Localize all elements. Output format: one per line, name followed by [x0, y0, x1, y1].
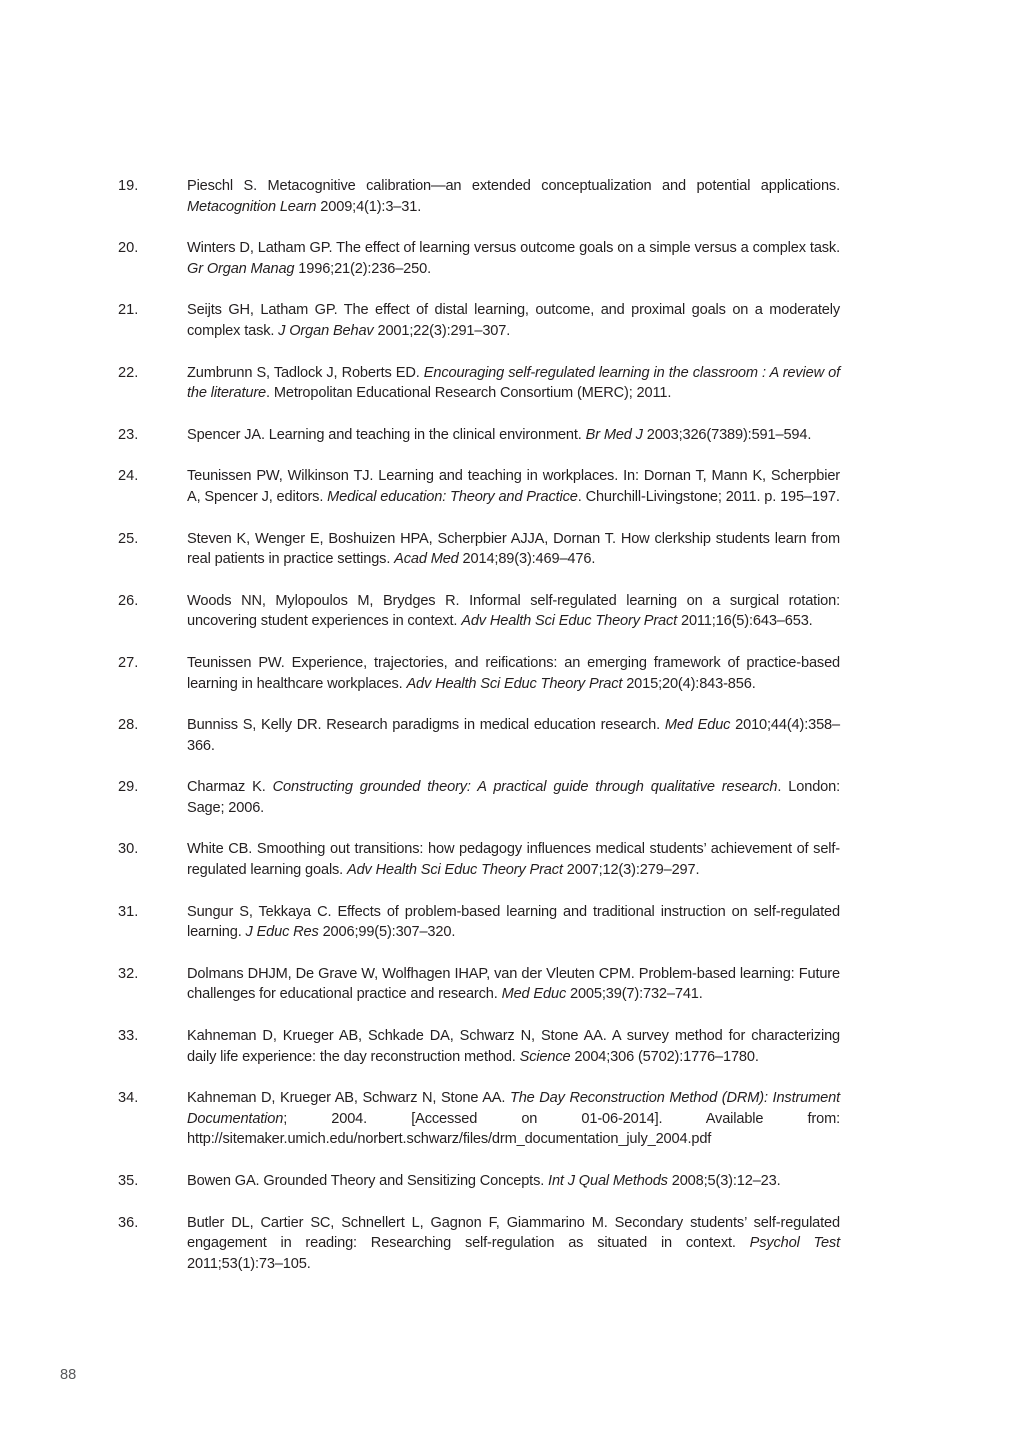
reference-text — [187, 529, 840, 570]
reference-text-segment: Kahneman D, Krueger AB, Schkade DA, Schwarz N, Stone AA. A survey method for characterizing daily life experience: the day reconstruction method. — [187, 1028, 840, 1065]
reference-item — [118, 777, 840, 818]
reference-text — [187, 425, 840, 446]
reference-text-segment: Butler DL, Cartier SC, Schnellert L, Gagnon F, Giammarino M. Secondary students’ self-regulated engagement in reading: Researching self-regulation as situated in context. — [187, 1214, 840, 1252]
reference-text — [187, 176, 840, 217]
reference-text-segment: 1996;21(2):236–250. — [294, 260, 431, 277]
reference-text-segment: 2004;306 (5702):1776–1780. — [570, 1048, 759, 1065]
reference-text-segment: 2007;12(3):279–297. — [562, 862, 700, 879]
reference-text-segment: . Churchill-Livingstone; 2011. p. 195–197. — [577, 488, 840, 505]
reference-number: 25. — [118, 530, 139, 547]
reference-source-italic: Constructing grounded theory: A practical guide through qualitative research — [272, 779, 778, 796]
reference-text-segment: Spencer JA. Learning and teaching in the clinical environment. — [187, 426, 586, 443]
reference-text — [187, 964, 840, 1005]
reference-text-segment: . London: Sage; 2006. — [187, 779, 841, 816]
reference-text-segment: Bunniss S, Kelly DR. Research paradigms in medical education research. — [187, 717, 665, 734]
reference-number: 32. — [118, 965, 139, 982]
reference-text-segment: Teunissen PW. Experience, trajectories, and reifications: an emerging framework of practice-based learning in healthcare workplaces. — [187, 654, 840, 692]
reference-text-segment: 2011;53(1):73–105. — [187, 1255, 311, 1272]
reference-text-segment: Teunissen PW, Wilkinson TJ. Learning and teaching in workplaces. In: Dornan T, Mann K, Scherpbier A, Spencer J, editors. — [187, 468, 840, 505]
reference-item — [118, 591, 840, 632]
reference-source-italic: Adv Health Sci Educ Theory Pract — [347, 862, 563, 879]
reference-number: 34. — [118, 1090, 139, 1107]
reference-text — [187, 591, 840, 632]
reference-item — [118, 653, 840, 694]
reference-text — [187, 466, 840, 507]
reference-text — [187, 715, 840, 756]
reference-number: 27. — [118, 654, 139, 671]
reference-number: 35. — [118, 1173, 139, 1189]
reference-item — [118, 300, 840, 341]
reference-text-segment: 2003;326(7389):591–594. — [642, 426, 812, 443]
reference-text — [187, 653, 840, 694]
reference-text — [187, 839, 840, 880]
reference-number: 28. — [118, 717, 139, 734]
reference-text-segment: 2005;39(7):732–741. — [566, 986, 703, 1003]
reference-source-italic: Medical education: Theory and Practice — [327, 488, 578, 505]
reference-text-segment: 2001;22(3):291–307. — [373, 322, 511, 339]
reference-item — [118, 238, 840, 279]
reference-item — [118, 1088, 840, 1150]
reference-item — [118, 1171, 840, 1192]
reference-text — [187, 300, 840, 341]
reference-text-segment: Bowen GA. Grounded Theory and Sensitizing Concepts. — [187, 1173, 549, 1189]
reference-text-segment: 2009;4(1):3–31. — [316, 198, 422, 215]
reference-source-italic: Encouraging self-regulated learning in the classroom : A review of the literature — [187, 364, 840, 402]
reference-text-segment: Seijts GH, Latham GP. The effect of distal learning, outcome, and proximal goals on a moderately complex task. — [187, 302, 840, 339]
reference-number: 30. — [118, 841, 139, 858]
reference-text-segment: 2011;16(5):643–653. — [677, 613, 813, 630]
reference-source-italic: Metacognition Learn — [187, 198, 317, 215]
reference-text-segment: Dolmans DHJM, De Grave W, Wolfhagen IHAP, van der Vleuten CPM. Problem-based learning: Future challenges for educational practice and research. — [187, 965, 840, 1003]
reference-text-segment: White CB. Smoothing out transitions: how pedagogy influences medical students’ achievement of self-regulated learning goals. — [187, 841, 840, 879]
reference-source-italic: Int J Qual Methods — [548, 1173, 668, 1189]
reference-number: 22. — [118, 364, 139, 381]
reference-number: 33. — [118, 1028, 139, 1045]
reference-source-italic: J Organ Behav — [278, 322, 374, 339]
reference-number: 31. — [118, 903, 139, 920]
reference-text-segment: Steven K, Wenger E, Boshuizen HPA, Scherpbier AJJA, Dornan T. How clerkship students learn from real patients in practice settings. — [187, 530, 840, 568]
reference-text-segment: Charmaz K. — [187, 779, 273, 796]
reference-text-segment: Zumbrunn S, Tadlock J, Roberts ED. — [187, 364, 424, 381]
reference-item — [118, 529, 840, 570]
reference-text — [187, 1213, 840, 1275]
reference-source-italic: J Educ Res — [245, 924, 319, 941]
reference-text — [187, 902, 840, 943]
reference-text-segment: Sungur S, Tekkaya C. Effects of problem-based learning and traditional instruction on self-regulated learning. — [187, 903, 840, 941]
reference-text-segment: 2006;99(5):307–320. — [318, 924, 456, 941]
reference-source-italic: Med Educ — [501, 986, 567, 1003]
reference-text-segment: Pieschl S. Metacognitive calibration—an extended conceptualization and potential applications. — [187, 178, 840, 194]
reference-source-italic: The Day Reconstruction Method (DRM): Instrument Documentation — [187, 1090, 840, 1127]
reference-text-segment: ; 2004. [Accessed on 01-06-2014]. Available from: http://sitemaker.umich.edu/norbert.schwarz/files/drm_documentation_july_2004.pdf — [187, 1110, 840, 1148]
reference-item — [118, 1213, 840, 1275]
reference-item — [118, 466, 840, 507]
page-number: 88 — [60, 1367, 77, 1383]
reference-item — [118, 715, 840, 756]
reference-source-italic: Science — [519, 1048, 571, 1065]
reference-number: 23. — [118, 426, 139, 443]
reference-source-italic: Br Med J — [585, 426, 643, 443]
reference-text — [187, 363, 840, 404]
reference-text — [187, 1026, 840, 1067]
reference-text-segment: 2015;20(4):843-856. — [622, 675, 756, 692]
reference-number: 26. — [118, 592, 139, 609]
reference-source-italic: Adv Health Sci Educ Theory Pract — [406, 675, 623, 692]
reference-number: 36. — [118, 1214, 139, 1231]
reference-number: 20. — [118, 240, 139, 257]
reference-source-italic: Acad Med — [394, 551, 459, 568]
reference-text-segment: Woods NN, Mylopoulos M, Brydges R. Informal self-regulated learning on a surgical rotation: uncovering student experiences in context. — [187, 592, 840, 630]
reference-list — [118, 176, 840, 1295]
reference-source-italic: Gr Organ Manag — [187, 260, 295, 277]
reference-number: 19. — [118, 178, 139, 194]
reference-source-italic: Med Educ — [664, 717, 731, 734]
reference-text — [187, 238, 840, 279]
reference-text-segment: 2010;44(4):358–366. — [187, 717, 840, 754]
reference-source-italic: Adv Health Sci Educ Theory Pract — [461, 613, 678, 630]
reference-text-segment: Kahneman D, Krueger AB, Schwarz N, Stone AA. — [187, 1090, 510, 1107]
reference-text — [187, 777, 840, 818]
reference-item — [118, 176, 840, 217]
reference-item — [118, 964, 840, 1005]
reference-number: 29. — [118, 779, 139, 796]
reference-item — [118, 425, 840, 446]
reference-text — [187, 1171, 840, 1192]
reference-item — [118, 1026, 840, 1067]
reference-text-segment: 2008;5(3):12–23. — [667, 1173, 781, 1189]
reference-item — [118, 839, 840, 880]
reference-number: 24. — [118, 468, 139, 485]
reference-text-segment: 2014;89(3):469–476. — [458, 551, 596, 568]
reference-text-segment: Winters D, Latham GP. The effect of learning versus outcome goals on a simple versus a complex task. — [187, 240, 840, 257]
reference-source-italic: Psychol Test — [749, 1235, 840, 1252]
reference-number: 21. — [118, 302, 139, 319]
reference-text — [187, 1088, 840, 1150]
reference-item — [118, 363, 840, 404]
reference-text-segment: . Metropolitan Educational Research Consortium (MERC); 2011. — [266, 385, 672, 402]
reference-item — [118, 902, 840, 943]
